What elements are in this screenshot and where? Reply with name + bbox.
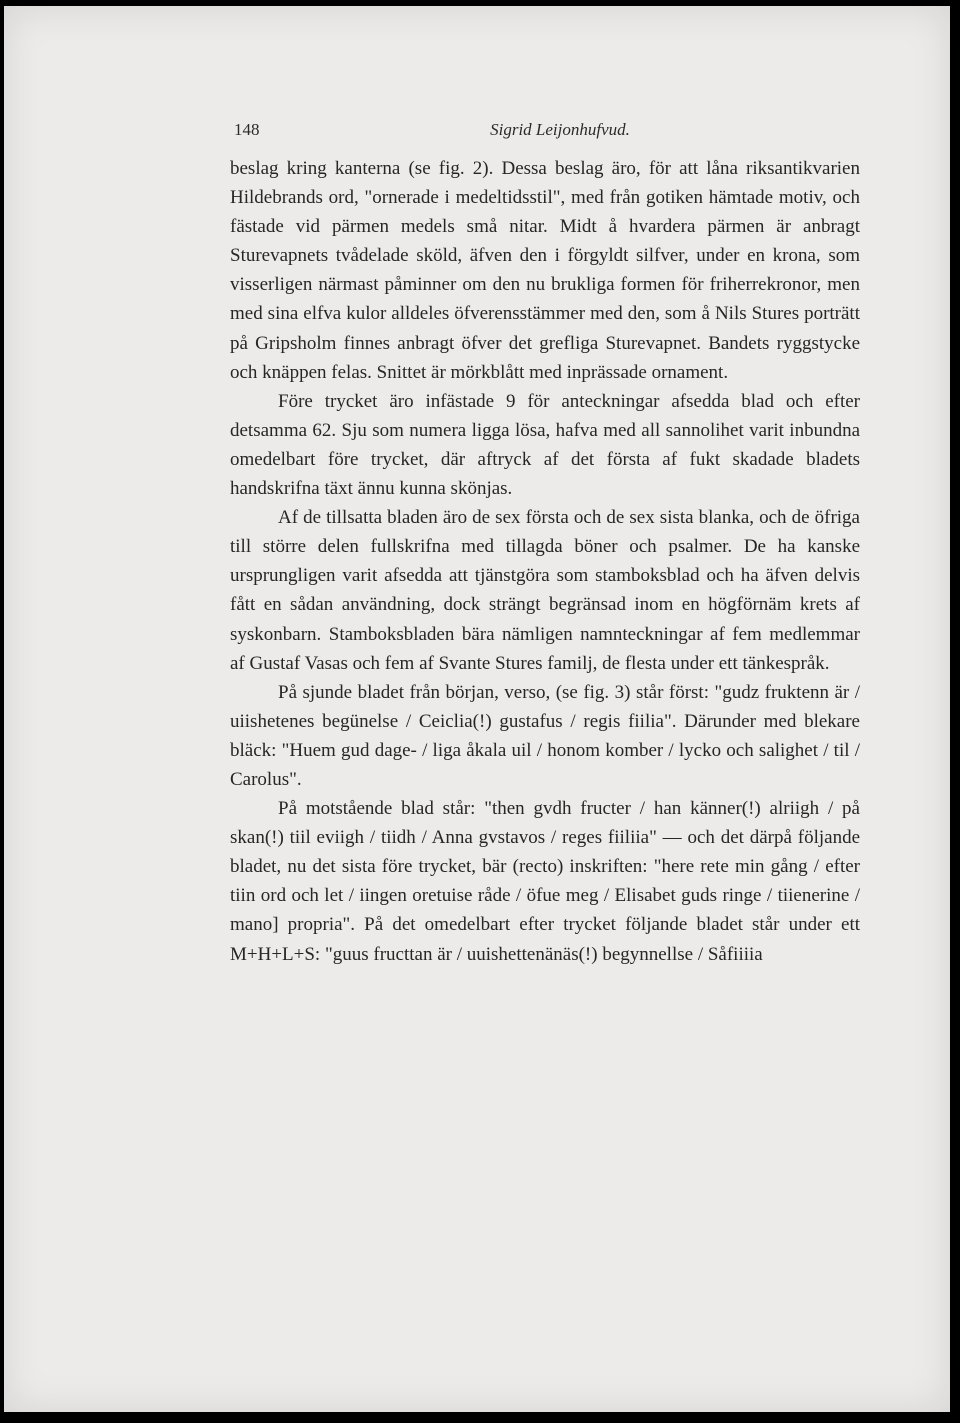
paragraph-1: beslag kring kanterna (se fig. 2). Dessa beslag äro, för att låna riksantikvarien Hildebrands ord, "ornerade i medeltidsstil", med från gotiken hämtade motiv, och fästade vid pärmen medels små nitar. Midt å hvardera pärmen är anbragt Sturevapnets tvådelade sköld, äfven den i förgyldt silfver, under en krona, som visserligen närmast påminner om den nu brukliga formen för friherrekronor, men med sina elfva kulor alldeles öfverensstämmer med den, som å Nils Stures porträtt på Gripsholm finnes anbragt öfver det grefliga Sturevapnet. Bandets ryggstycke och knäppen felas. Snittet är mörkblått med inprässade ornament. xyxy=(230,158,860,383)
body-text xyxy=(230,154,860,969)
paragraph-3: Af de tillsatta bladen äro de sex första och de sex sista blanka, och de öfriga till större delen fullskrifna med tillagda böner och psalmer. De ha kanske ursprungligen varit afsedda att tjänstgöra som stamboksblad och ha äfven delvis fått en sådan användning, dock strängt begränsad inom en högförnäm krets af syskonbarn. Stamboksbladen bära nämligen namnteckningar af fem medlemmar af Gustaf Vasas och fem af Svante Stures familj, de flesta under ett tänkespråk. xyxy=(230,507,860,674)
running-title: Sigrid Leijonhufvud. xyxy=(490,120,630,139)
paragraph-5: På motstående blad står: "then gvdh fructer / han känner(!) alriigh / på skan(!) tiil eviigh / tiidh / Anna gvstavos / reges fiiliia" — och det därpå följande bladet, nu det sista före trycket, bär (recto) inskriften: "here rete min gång / efter tiin ord och let / iingen oretuise råde / öfue meg / Elisabet guds ringe / tiienerine / mano] propria". På det omedelbart efter trycket följande bladet står under ett M+H+L+S: "guus fructtan är / uuishettenänäs(!) begynnellse / Såfiiiia xyxy=(230,798,860,965)
paragraph-4: På sjunde bladet från början, verso, (se fig. 3) står först: "gudz fruktenn är / uiishetenes begünelse / Ceiclia(!) gustafus / regis fiilia". Därunder med blekare bläck: "Huem gud dage- / liga åkala uil / honom komber / lycko och salighet / til / Carolus". xyxy=(230,681,860,790)
page-number: 148 xyxy=(234,120,260,139)
page-header xyxy=(234,120,866,148)
paragraph-2: Före trycket äro infästade 9 för anteckningar afsedda blad och efter detsamma 62. Sju som numera ligga lösa, hafva med all sannolihet varit inbundna omedelbart före trycket, där aftryck af det första af fukt skadade bladets handskrifna täxt ännu kunna skönjas. xyxy=(230,390,860,500)
